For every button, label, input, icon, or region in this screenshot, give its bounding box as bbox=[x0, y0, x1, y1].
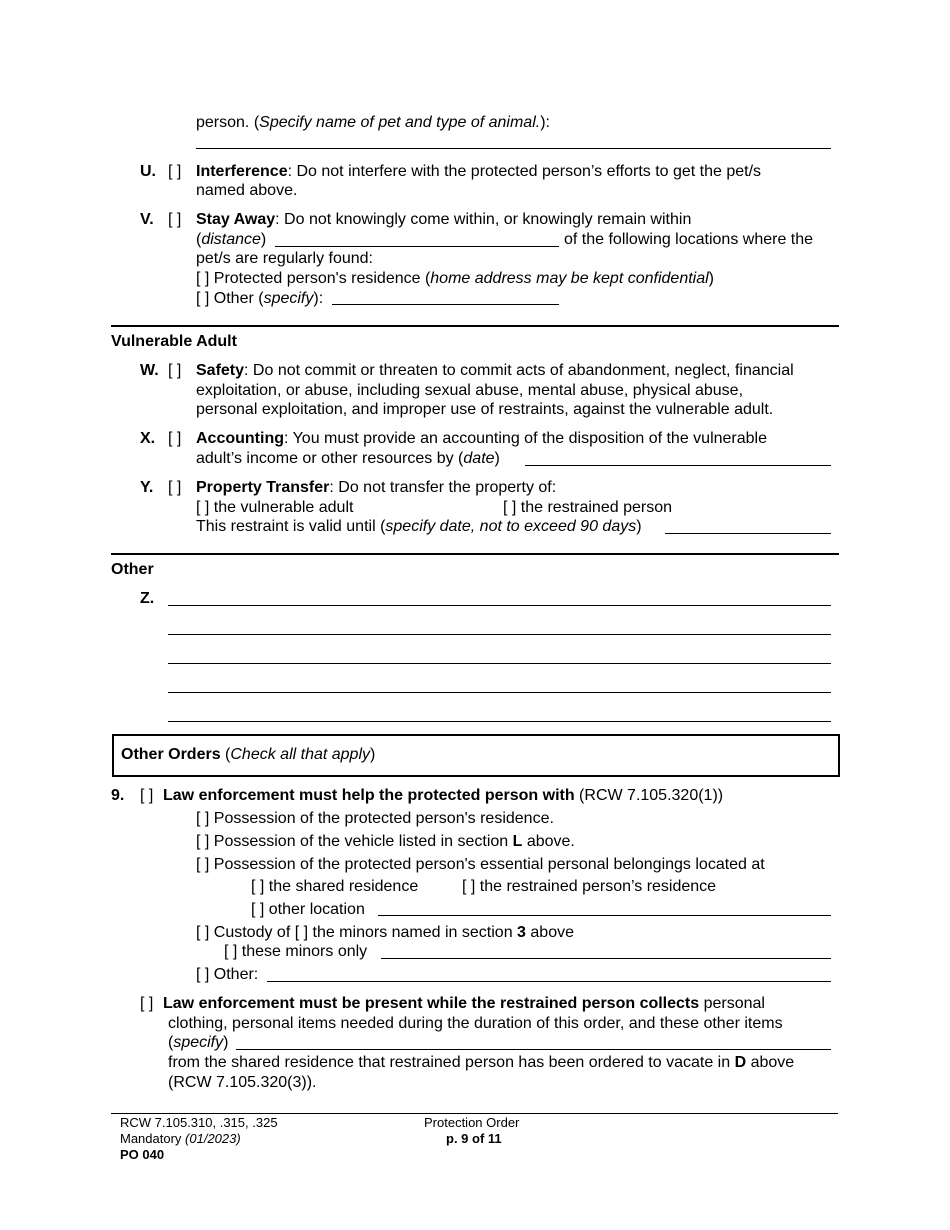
item-x-text-2: adult’s income or other resources by (date) bbox=[196, 450, 500, 467]
section-divider bbox=[111, 325, 839, 327]
other-orders-heading: Other Orders (Check all that apply) bbox=[121, 746, 376, 763]
checkbox-present-collects[interactable]: [ ] bbox=[140, 995, 154, 1012]
option-protected-residence[interactable]: [ ] Protected person's residence (home address may be kept confidential) bbox=[196, 270, 714, 287]
footer-rcw: RCW 7.105.310, .315, .325 bbox=[120, 1115, 278, 1130]
restraint-valid-date-field[interactable] bbox=[665, 533, 831, 534]
section-heading-other: Other bbox=[111, 561, 154, 578]
checkbox-u[interactable]: [ ] bbox=[168, 163, 182, 180]
item-letter-y: Y. bbox=[140, 479, 154, 496]
section-9-heading: Law enforcement must help the protected person with (RCW 7.105.320(1)) bbox=[163, 787, 724, 804]
other-order-line[interactable] bbox=[168, 692, 831, 693]
present-collects-text-2: clothing, personal items needed during the duration of this order, and these other items bbox=[168, 1015, 783, 1032]
option-shared-residence[interactable]: [ ] the shared residence bbox=[251, 878, 419, 895]
item-u-text-2: named above. bbox=[196, 182, 298, 199]
option-custody[interactable]: [ ] Custody of [ ] the minors named in section 3 above bbox=[196, 924, 574, 941]
other-location-field[interactable] bbox=[378, 915, 831, 916]
footer-page-number: p. 9 of 11 bbox=[446, 1131, 502, 1146]
option-possession-belongings[interactable]: [ ] Possession of the protected person's essential personal belongings located at bbox=[196, 856, 765, 873]
footer-form-id: PO 040 bbox=[120, 1147, 165, 1162]
distance-field[interactable] bbox=[275, 246, 559, 247]
present-specify-label: (specify) bbox=[168, 1034, 229, 1051]
item-w-text: Safety: Do not commit or threaten to commit acts of abandonment, neglect, financial bbox=[196, 362, 794, 379]
option-possession-vehicle[interactable]: [ ] Possession of the vehicle listed in section L above. bbox=[196, 833, 575, 850]
checkbox-x[interactable]: [ ] bbox=[168, 430, 182, 447]
option-restrained-residence[interactable]: [ ] the restrained person’s residence bbox=[462, 878, 717, 895]
pet-specify-field[interactable] bbox=[196, 148, 831, 149]
present-collects-text-3: from the shared residence that restrained person has been ordered to vacate in D above bbox=[168, 1054, 795, 1071]
footer-rule bbox=[111, 1113, 838, 1114]
checkbox-y[interactable]: [ ] bbox=[168, 479, 182, 496]
pet-specify-label: person. (Specify name of pet and type of animal.): bbox=[196, 114, 550, 131]
option-other-location[interactable]: [ ] Other (specify): bbox=[196, 290, 324, 307]
option-vulnerable-adult[interactable]: [ ] the vulnerable adult bbox=[196, 499, 354, 516]
minors-only-field[interactable] bbox=[381, 958, 831, 959]
section-heading-vulnerable-adult: Vulnerable Adult bbox=[111, 333, 237, 350]
option-possession-residence[interactable]: [ ] Possession of the protected person's residence. bbox=[196, 810, 554, 827]
other-order-line[interactable] bbox=[168, 634, 831, 635]
option-restrained-person[interactable]: [ ] the restrained person bbox=[503, 499, 672, 516]
item-letter-z: Z. bbox=[140, 590, 155, 607]
other-order-line[interactable] bbox=[168, 663, 831, 664]
checkbox-v[interactable]: [ ] bbox=[168, 211, 182, 228]
footer-mandatory: Mandatory (01/2023) bbox=[120, 1131, 241, 1146]
item-u-text: Interference: Do not interfere with the protected person’s efforts to get the pet/s bbox=[196, 163, 762, 180]
other-order-line[interactable] bbox=[168, 721, 831, 722]
footer-doc-title: Protection Order bbox=[424, 1115, 520, 1130]
item-w-text-2: exploitation, or abuse, including sexual abuse, mental abuse, physical abuse, bbox=[196, 382, 744, 399]
item-v-text-2: of the following locations where the bbox=[564, 231, 814, 248]
option-other-location[interactable]: [ ] other location bbox=[251, 901, 365, 918]
item-y-text: Property Transfer: Do not transfer the property of: bbox=[196, 479, 557, 496]
other-location-field[interactable] bbox=[332, 304, 559, 305]
checkbox-9[interactable]: [ ] bbox=[140, 787, 154, 804]
item-letter-x: X. bbox=[140, 430, 156, 447]
item-x-text: Accounting: You must provide an accounting of the disposition of the vulnerable bbox=[196, 430, 767, 447]
other-order-line[interactable] bbox=[168, 605, 831, 606]
option-other[interactable]: [ ] Other: bbox=[196, 966, 259, 983]
item-letter-w: W. bbox=[140, 362, 159, 379]
section-divider bbox=[111, 553, 839, 555]
item-v-text-3: pet/s are regularly found: bbox=[196, 250, 373, 267]
present-collects-text-4: (RCW 7.105.320(3)). bbox=[168, 1074, 317, 1091]
other-field[interactable] bbox=[267, 981, 831, 982]
section-number-9: 9. bbox=[111, 787, 125, 804]
item-w-text-3: personal exploitation, and improper use of restraints, against the vulnerable adult. bbox=[196, 401, 774, 418]
restraint-valid-label: This restraint is valid until (specify date, not to exceed 90 days) bbox=[196, 518, 642, 535]
present-collects-text: Law enforcement must be present while the restrained person collects personal bbox=[163, 995, 765, 1012]
item-v-text: Stay Away: Do not knowingly come within, or knowingly remain within bbox=[196, 211, 692, 228]
item-letter-v: V. bbox=[140, 211, 154, 228]
option-these-minors-only[interactable]: [ ] these minors only bbox=[224, 943, 368, 960]
accounting-date-field[interactable] bbox=[525, 465, 831, 466]
other-items-field[interactable] bbox=[236, 1049, 831, 1050]
distance-label: (distance) bbox=[196, 231, 267, 248]
item-letter-u: U. bbox=[140, 163, 156, 180]
checkbox-w[interactable]: [ ] bbox=[168, 362, 182, 379]
